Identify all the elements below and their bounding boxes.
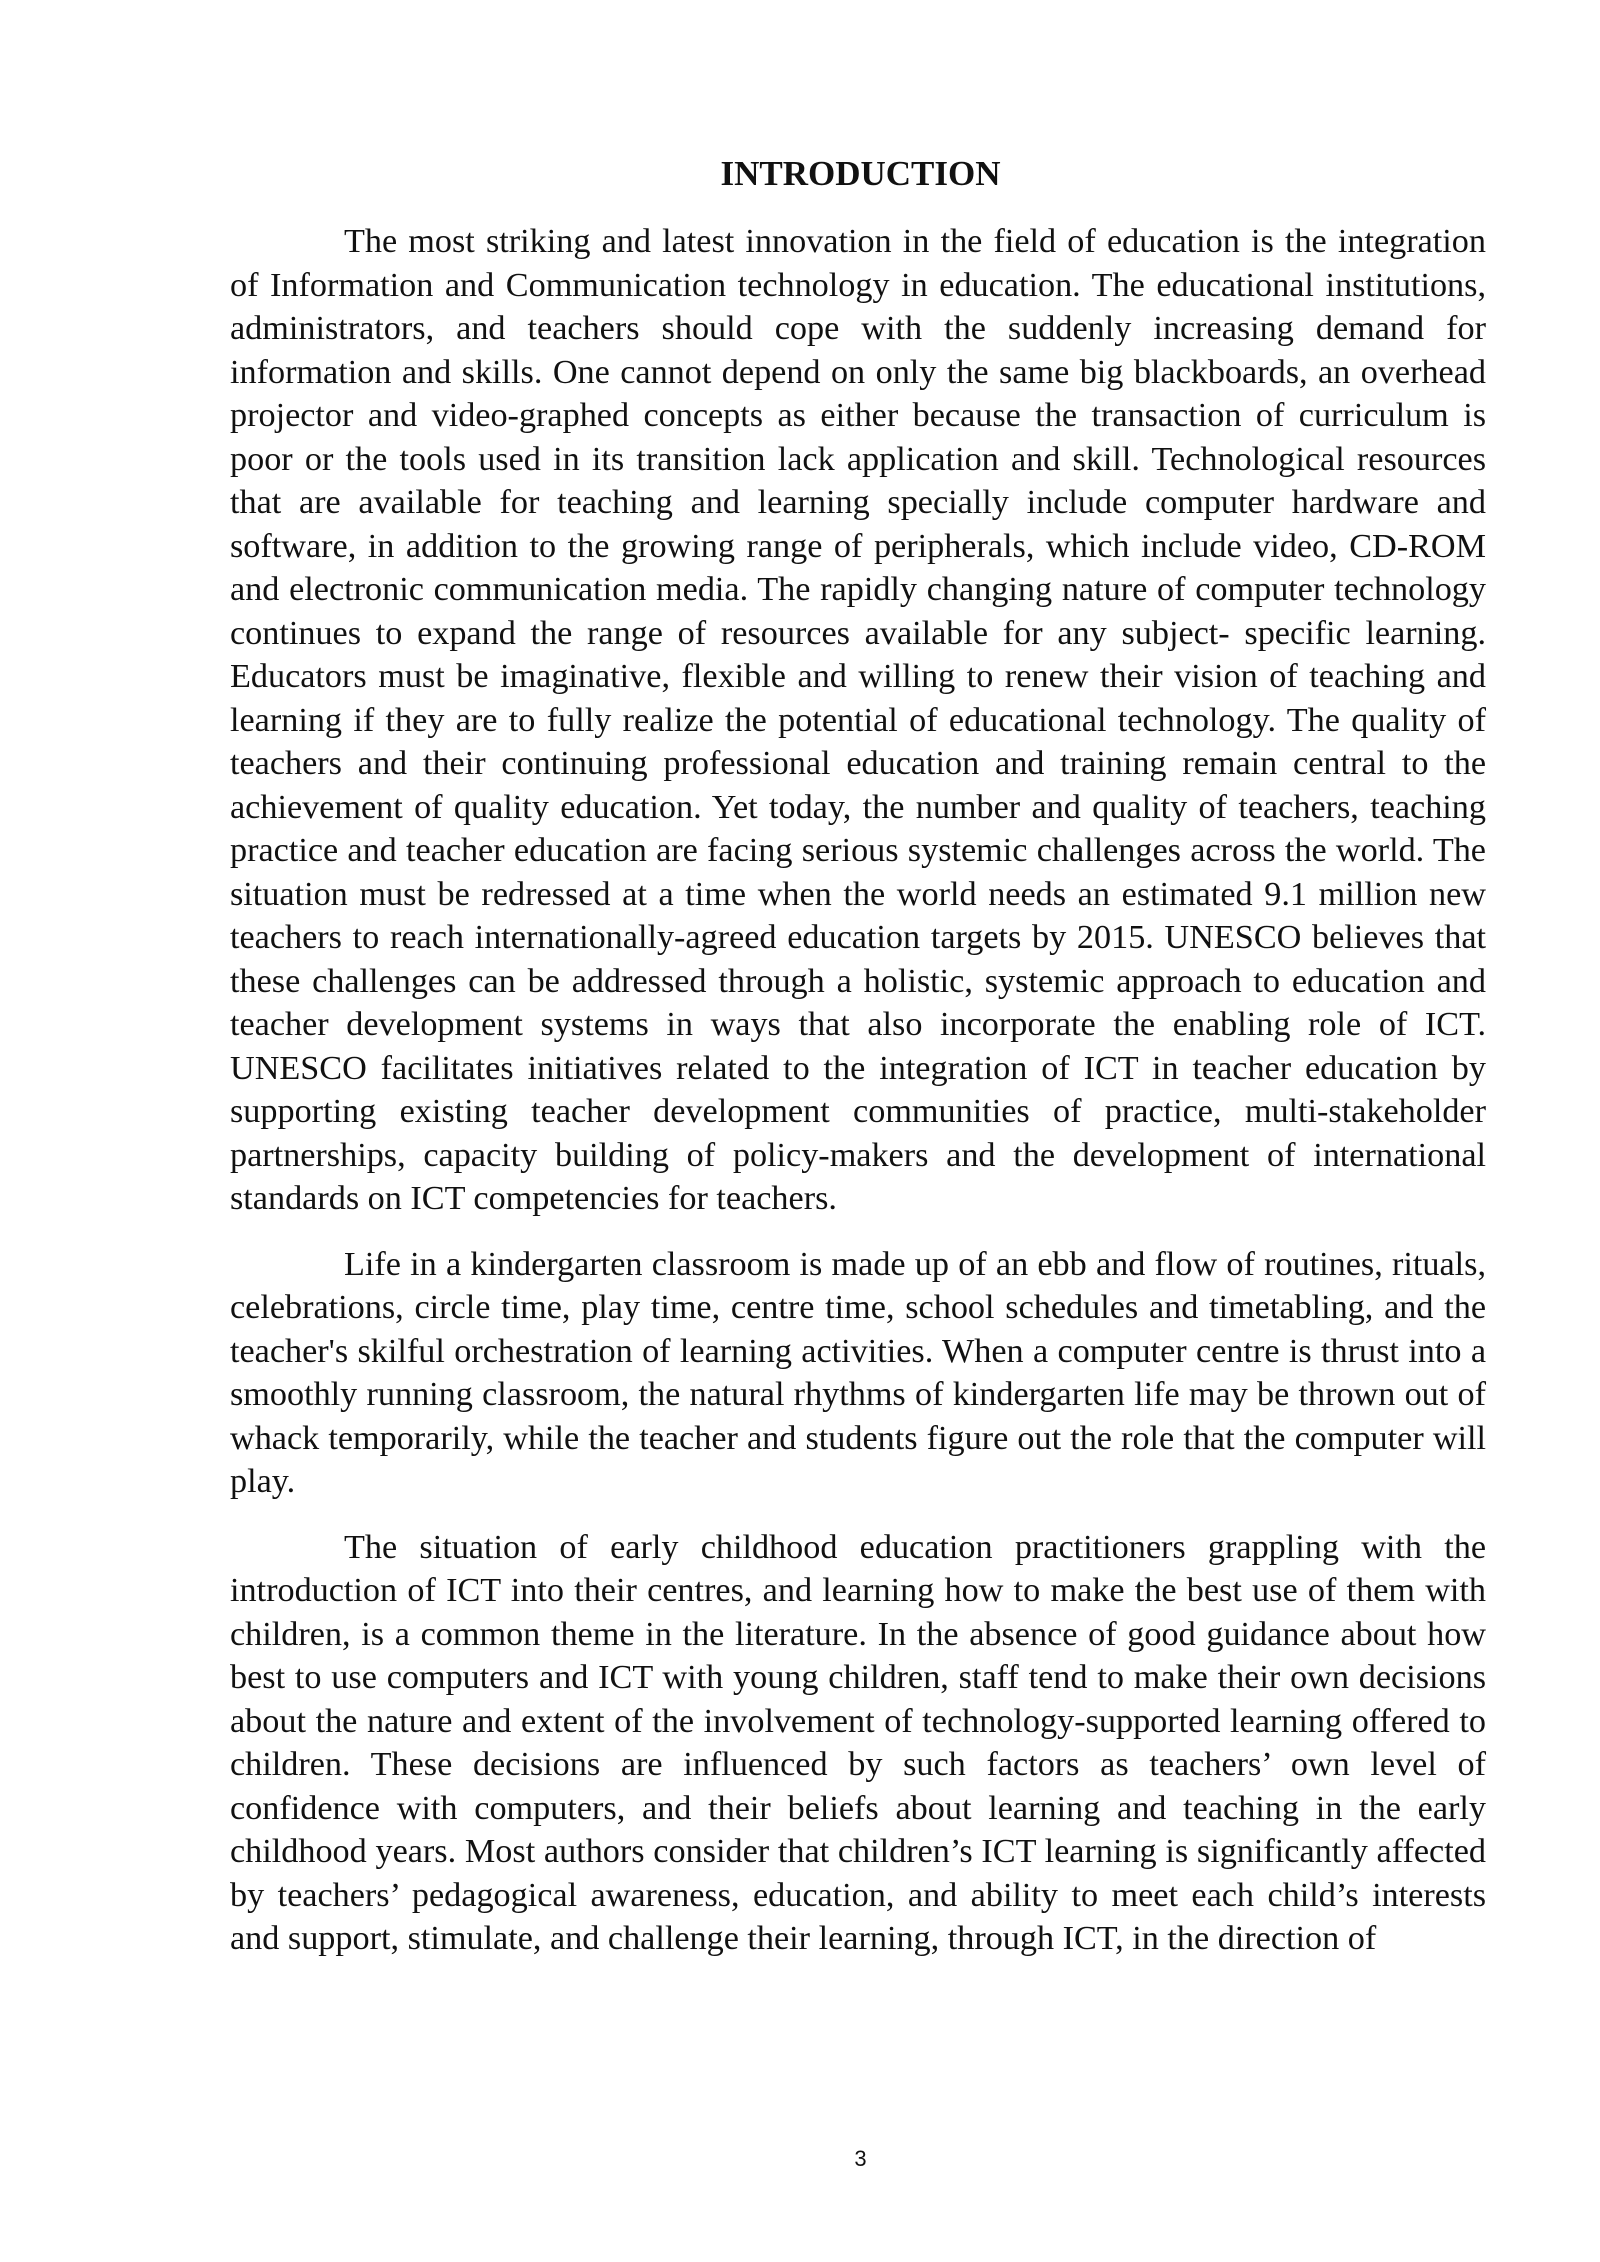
body-text — [230, 220, 1486, 1983]
paragraph-2: Life in a kindergarten classroom is made up of an ebb and flow of routines, rituals, celebrations, circle time, play time, centre time, school schedules and timetabling, and the teacher's skilful orchestration of learning activities. When a computer centre is thrust into a smoothly running classroom, the natural rhythms of kindergarten life may be thrown out of whack temporarily, while the teacher and students figure out the role that the computer will play. — [230, 1245, 1486, 1500]
page-number: 3 — [854, 2146, 867, 2171]
section-heading: INTRODUCTION — [720, 154, 1001, 193]
paragraph-1: The most striking and latest innovation in the field of education is the integration of Information and Communication technology in education. The educational institutions, administrators, and teachers should cope with the suddenly increasing demand for information and skills. One cannot depend on only the same big blackboards, an overhead projector and video-graphed concepts as either because the transaction of curriculum is poor or the tools used in its transition lack application and skill. Technological resources that are available for teaching and learning specially include computer hardware and software, in addition to the growing range of peripherals, which include video, CD-ROM and electronic communication media. The rapidly changing nature of computer technology continues to expand the range of resources available for any subject- specific learning. Educators must be imaginative, flexible and willing to renew their vision of teaching and learning if they are to fully realize the potential of educational technology. The quality of teachers and their continuing professional education and training remain central to the achievement of quality education. Yet today, the number and quality of teachers, teaching practice and teacher education are facing serious systemic challenges across the world. The situation must be redressed at a time when the world needs an estimated 9.1 million new teachers to reach internationally-agreed education targets by 2015. UNESCO believes that these challenges can be addressed through a holistic, systemic approach to education and teacher development systems in ways that also incorporate the enabling role of ICT. UNESCO facilitates initiatives related to the integration of ICT in teacher education by supporting existing teacher development communities of practice, multi-stakeholder partnerships, capacity building of policy-makers and the development of international standards on ICT competencies for teachers. — [230, 223, 1486, 1217]
paragraph-3: The situation of early childhood education practitioners grappling with the introduction of ICT into their centres, and learning how to make the best use of them with children, is a common theme in the literature. In the absence of good guidance about how best to use computers and ICT with young children, staff tend to make their own decisions about the nature and extent of the involvement of technology-supported learning offered to children. These decisions are influenced by such factors as teachers’ own level of confidence with computers, and their beliefs about learning and teaching in the early childhood years. Most authors consider that children’s ICT learning is significantly affected by teachers’ pedagogical awareness, education, and ability to meet each child’s interests and support, stimulate, and challenge their learning, through ICT, in the direction of — [230, 1528, 1486, 1957]
